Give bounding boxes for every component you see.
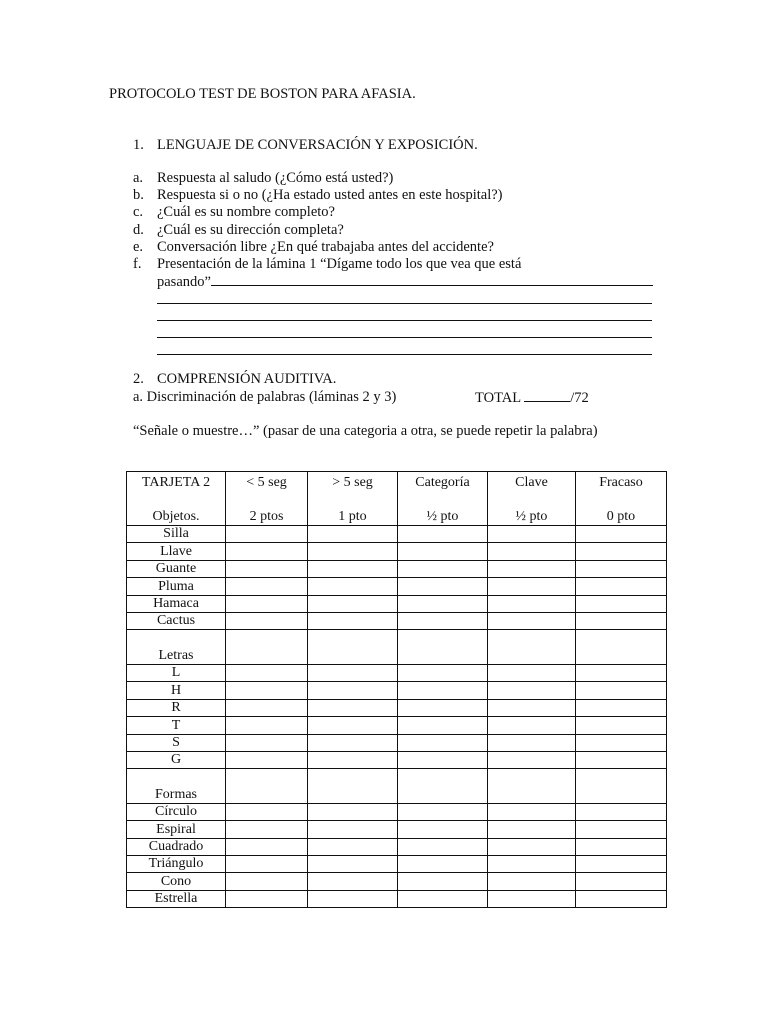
score-cell[interactable] bbox=[576, 543, 667, 560]
score-cell[interactable] bbox=[488, 803, 576, 820]
score-cell[interactable] bbox=[226, 821, 308, 838]
table-row bbox=[127, 769, 667, 804]
question-item bbox=[133, 239, 521, 256]
score-cell[interactable] bbox=[308, 526, 398, 543]
score-cell[interactable] bbox=[576, 803, 667, 820]
score-cell[interactable] bbox=[576, 699, 667, 716]
score-cell[interactable] bbox=[576, 560, 667, 577]
score-cell[interactable] bbox=[488, 543, 576, 560]
table-header-row bbox=[127, 472, 667, 526]
score-cell[interactable] bbox=[576, 717, 667, 734]
header-cell: Fracaso 0 pto bbox=[576, 472, 667, 526]
score-cell[interactable] bbox=[398, 595, 488, 612]
score-cell[interactable] bbox=[226, 751, 308, 768]
header-cell: < 5 seg 2 ptos bbox=[226, 472, 308, 526]
score-cell[interactable] bbox=[398, 612, 488, 629]
score-cell[interactable] bbox=[398, 526, 488, 543]
score-cell[interactable] bbox=[488, 856, 576, 873]
item-label-cell: Cuadrado bbox=[127, 838, 226, 855]
score-cell[interactable] bbox=[226, 699, 308, 716]
table-row bbox=[127, 612, 667, 629]
score-cell[interactable] bbox=[226, 717, 308, 734]
total-label: TOTAL bbox=[475, 390, 521, 406]
item-label-cell: R bbox=[127, 699, 226, 716]
document-title: PROTOCOLO TEST DE BOSTON PARA AFASIA. bbox=[109, 86, 416, 102]
section1-number: 1. bbox=[133, 137, 144, 153]
score-cell[interactable] bbox=[488, 526, 576, 543]
header-cell: Categoría ½ pto bbox=[398, 472, 488, 526]
table-row bbox=[127, 578, 667, 595]
score-cell[interactable] bbox=[398, 543, 488, 560]
question-item bbox=[133, 204, 521, 221]
score-cell[interactable] bbox=[308, 769, 398, 804]
score-cell[interactable] bbox=[308, 838, 398, 855]
score-cell[interactable] bbox=[488, 838, 576, 855]
score-cell[interactable] bbox=[226, 595, 308, 612]
question-text: Presentación de la lámina 1 “Dígame todo los que vea que está bbox=[157, 255, 522, 272]
total-suffix: /72 bbox=[570, 390, 589, 406]
score-cell[interactable] bbox=[488, 699, 576, 716]
item-label-cell: Silla bbox=[127, 526, 226, 543]
table-row bbox=[127, 560, 667, 577]
scoring-table bbox=[126, 471, 667, 908]
score-cell[interactable] bbox=[226, 543, 308, 560]
section1-heading-text: LENGUAJE DE CONVERSACIÓN Y EXPOSICIÓN. bbox=[157, 137, 478, 153]
score-cell[interactable] bbox=[226, 612, 308, 629]
score-cell[interactable] bbox=[488, 630, 576, 665]
header-cell: Clave ½ pto bbox=[488, 472, 576, 526]
item-label-cell: Espiral bbox=[127, 821, 226, 838]
question-item bbox=[133, 170, 521, 187]
score-cell[interactable] bbox=[488, 682, 576, 699]
item-label-cell: Círculo bbox=[127, 803, 226, 820]
answer-line[interactable] bbox=[211, 273, 653, 286]
score-cell[interactable] bbox=[226, 560, 308, 577]
score-cell[interactable] bbox=[488, 751, 576, 768]
item-label-cell: Letras bbox=[127, 630, 226, 665]
section1-question-list bbox=[133, 170, 521, 273]
item-label-cell: G bbox=[127, 751, 226, 768]
score-cell[interactable] bbox=[398, 664, 488, 681]
score-cell[interactable] bbox=[226, 630, 308, 665]
question-marker: c. bbox=[133, 204, 144, 221]
score-cell[interactable] bbox=[398, 717, 488, 734]
item-label-cell: Cono bbox=[127, 873, 226, 890]
table-row bbox=[127, 873, 667, 890]
score-cell[interactable] bbox=[308, 595, 398, 612]
instruction-text: “Señale o muestre…” (pasar de una categoria a otra, se puede repetir la palabra) bbox=[133, 423, 598, 439]
question-f-continuation bbox=[157, 273, 653, 291]
score-cell[interactable] bbox=[488, 595, 576, 612]
total-score bbox=[475, 389, 589, 407]
score-cell[interactable] bbox=[398, 838, 488, 855]
score-cell[interactable] bbox=[226, 838, 308, 855]
score-cell[interactable] bbox=[226, 526, 308, 543]
item-label-cell: L bbox=[127, 664, 226, 681]
score-cell[interactable] bbox=[576, 838, 667, 855]
table-row bbox=[127, 526, 667, 543]
score-cell[interactable] bbox=[308, 873, 398, 890]
question-text: Respuesta al saludo (¿Cómo está usted?) bbox=[157, 170, 394, 186]
score-cell[interactable] bbox=[308, 630, 398, 665]
answer-line[interactable] bbox=[157, 320, 652, 321]
question-item bbox=[133, 222, 521, 239]
score-cell[interactable] bbox=[226, 578, 308, 595]
item-label-cell: Triángulo bbox=[127, 856, 226, 873]
score-cell[interactable] bbox=[398, 682, 488, 699]
table-row bbox=[127, 821, 667, 838]
score-cell[interactable] bbox=[308, 734, 398, 751]
item-label-cell: Guante bbox=[127, 560, 226, 577]
answer-line[interactable] bbox=[157, 337, 652, 338]
score-cell[interactable] bbox=[576, 873, 667, 890]
score-cell[interactable] bbox=[398, 751, 488, 768]
score-cell[interactable] bbox=[308, 560, 398, 577]
question-text: Respuesta si o no (¿Ha estado usted antes en este hospital?) bbox=[157, 187, 503, 204]
score-cell[interactable] bbox=[488, 734, 576, 751]
table-row bbox=[127, 717, 667, 734]
table-row bbox=[127, 699, 667, 716]
score-cell[interactable] bbox=[576, 856, 667, 873]
question-marker: d. bbox=[133, 221, 144, 238]
table-row bbox=[127, 630, 667, 665]
score-cell[interactable] bbox=[398, 856, 488, 873]
score-cell[interactable] bbox=[398, 734, 488, 751]
score-cell[interactable] bbox=[226, 856, 308, 873]
answer-line[interactable] bbox=[157, 303, 652, 304]
score-cell[interactable] bbox=[398, 821, 488, 838]
section1-heading bbox=[133, 137, 478, 154]
score-cell[interactable] bbox=[308, 682, 398, 699]
score-cell[interactable] bbox=[398, 803, 488, 820]
item-label-cell: H bbox=[127, 682, 226, 699]
question-marker: b. bbox=[133, 187, 144, 204]
item-label-cell: T bbox=[127, 717, 226, 734]
score-cell[interactable] bbox=[576, 682, 667, 699]
table-row bbox=[127, 803, 667, 820]
score-cell[interactable] bbox=[488, 578, 576, 595]
score-cell[interactable] bbox=[488, 664, 576, 681]
table-row bbox=[127, 890, 667, 907]
score-cell[interactable] bbox=[488, 717, 576, 734]
score-cell[interactable] bbox=[226, 890, 308, 907]
total-blank[interactable] bbox=[524, 389, 570, 402]
question-item bbox=[133, 187, 521, 204]
question-marker: e. bbox=[133, 238, 144, 255]
score-cell[interactable] bbox=[226, 664, 308, 681]
table-row bbox=[127, 838, 667, 855]
item-label-cell: Estrella bbox=[127, 890, 226, 907]
table-row bbox=[127, 734, 667, 751]
answer-line[interactable] bbox=[157, 354, 652, 355]
score-cell[interactable] bbox=[226, 769, 308, 804]
subsection-a-label: a. Discriminación de palabras (láminas 2 y 3) bbox=[133, 389, 397, 405]
score-cell[interactable] bbox=[226, 734, 308, 751]
score-cell[interactable] bbox=[308, 856, 398, 873]
score-cell[interactable] bbox=[226, 873, 308, 890]
score-cell[interactable] bbox=[576, 769, 667, 804]
item-label-cell: Cactus bbox=[127, 612, 226, 629]
score-cell[interactable] bbox=[576, 734, 667, 751]
score-cell[interactable] bbox=[576, 578, 667, 595]
score-cell[interactable] bbox=[488, 560, 576, 577]
score-cell[interactable] bbox=[308, 821, 398, 838]
score-cell[interactable] bbox=[308, 543, 398, 560]
score-cell[interactable] bbox=[308, 664, 398, 681]
score-cell[interactable] bbox=[576, 595, 667, 612]
table-row bbox=[127, 751, 667, 768]
table-row bbox=[127, 595, 667, 612]
item-label-cell: Formas bbox=[127, 769, 226, 804]
question-text: Conversación libre ¿En qué trabajaba antes del accidente? bbox=[157, 238, 494, 255]
score-cell[interactable] bbox=[308, 717, 398, 734]
score-cell[interactable] bbox=[576, 751, 667, 768]
score-cell[interactable] bbox=[398, 578, 488, 595]
score-cell[interactable] bbox=[308, 578, 398, 595]
table-row bbox=[127, 543, 667, 560]
item-label-cell: Llave bbox=[127, 543, 226, 560]
table-row bbox=[127, 682, 667, 699]
score-cell[interactable] bbox=[576, 890, 667, 907]
score-cell[interactable] bbox=[398, 560, 488, 577]
item-label-cell: S bbox=[127, 734, 226, 751]
question-marker: a. bbox=[133, 170, 144, 186]
score-cell[interactable] bbox=[226, 803, 308, 820]
score-cell[interactable] bbox=[308, 890, 398, 907]
header-cell: TARJETA 2 Objetos. bbox=[127, 472, 226, 526]
score-cell[interactable] bbox=[576, 526, 667, 543]
score-cell[interactable] bbox=[398, 873, 488, 890]
header-cell: > 5 seg 1 pto bbox=[308, 472, 398, 526]
score-cell[interactable] bbox=[576, 664, 667, 681]
item-label-cell: Pluma bbox=[127, 578, 226, 595]
question-text: ¿Cuál es su nombre completo? bbox=[157, 204, 335, 221]
score-cell[interactable] bbox=[308, 612, 398, 629]
question-text: ¿Cuál es su dirección completa? bbox=[157, 221, 344, 238]
score-cell[interactable] bbox=[488, 873, 576, 890]
score-cell[interactable] bbox=[308, 699, 398, 716]
score-cell[interactable] bbox=[226, 682, 308, 699]
section2-number: 2. bbox=[133, 371, 144, 387]
score-cell[interactable] bbox=[576, 821, 667, 838]
score-cell[interactable] bbox=[398, 699, 488, 716]
score-cell[interactable] bbox=[488, 890, 576, 907]
section2-heading-text: COMPRENSIÓN AUDITIVA. bbox=[157, 371, 337, 387]
score-cell[interactable] bbox=[576, 612, 667, 629]
score-cell[interactable] bbox=[398, 890, 488, 907]
score-cell[interactable] bbox=[488, 612, 576, 629]
table-row bbox=[127, 856, 667, 873]
item-label-cell: Hamaca bbox=[127, 595, 226, 612]
score-cell[interactable] bbox=[488, 821, 576, 838]
question-marker: f. bbox=[133, 255, 142, 272]
question-item bbox=[133, 256, 521, 273]
table-row bbox=[127, 664, 667, 681]
score-cell[interactable] bbox=[398, 769, 488, 804]
section2-heading bbox=[133, 371, 336, 388]
score-cell[interactable] bbox=[308, 803, 398, 820]
score-cell[interactable] bbox=[488, 769, 576, 804]
continuation-text: pasando” bbox=[157, 274, 211, 290]
score-cell[interactable] bbox=[398, 630, 488, 665]
score-cell[interactable] bbox=[576, 630, 667, 665]
score-cell[interactable] bbox=[308, 751, 398, 768]
